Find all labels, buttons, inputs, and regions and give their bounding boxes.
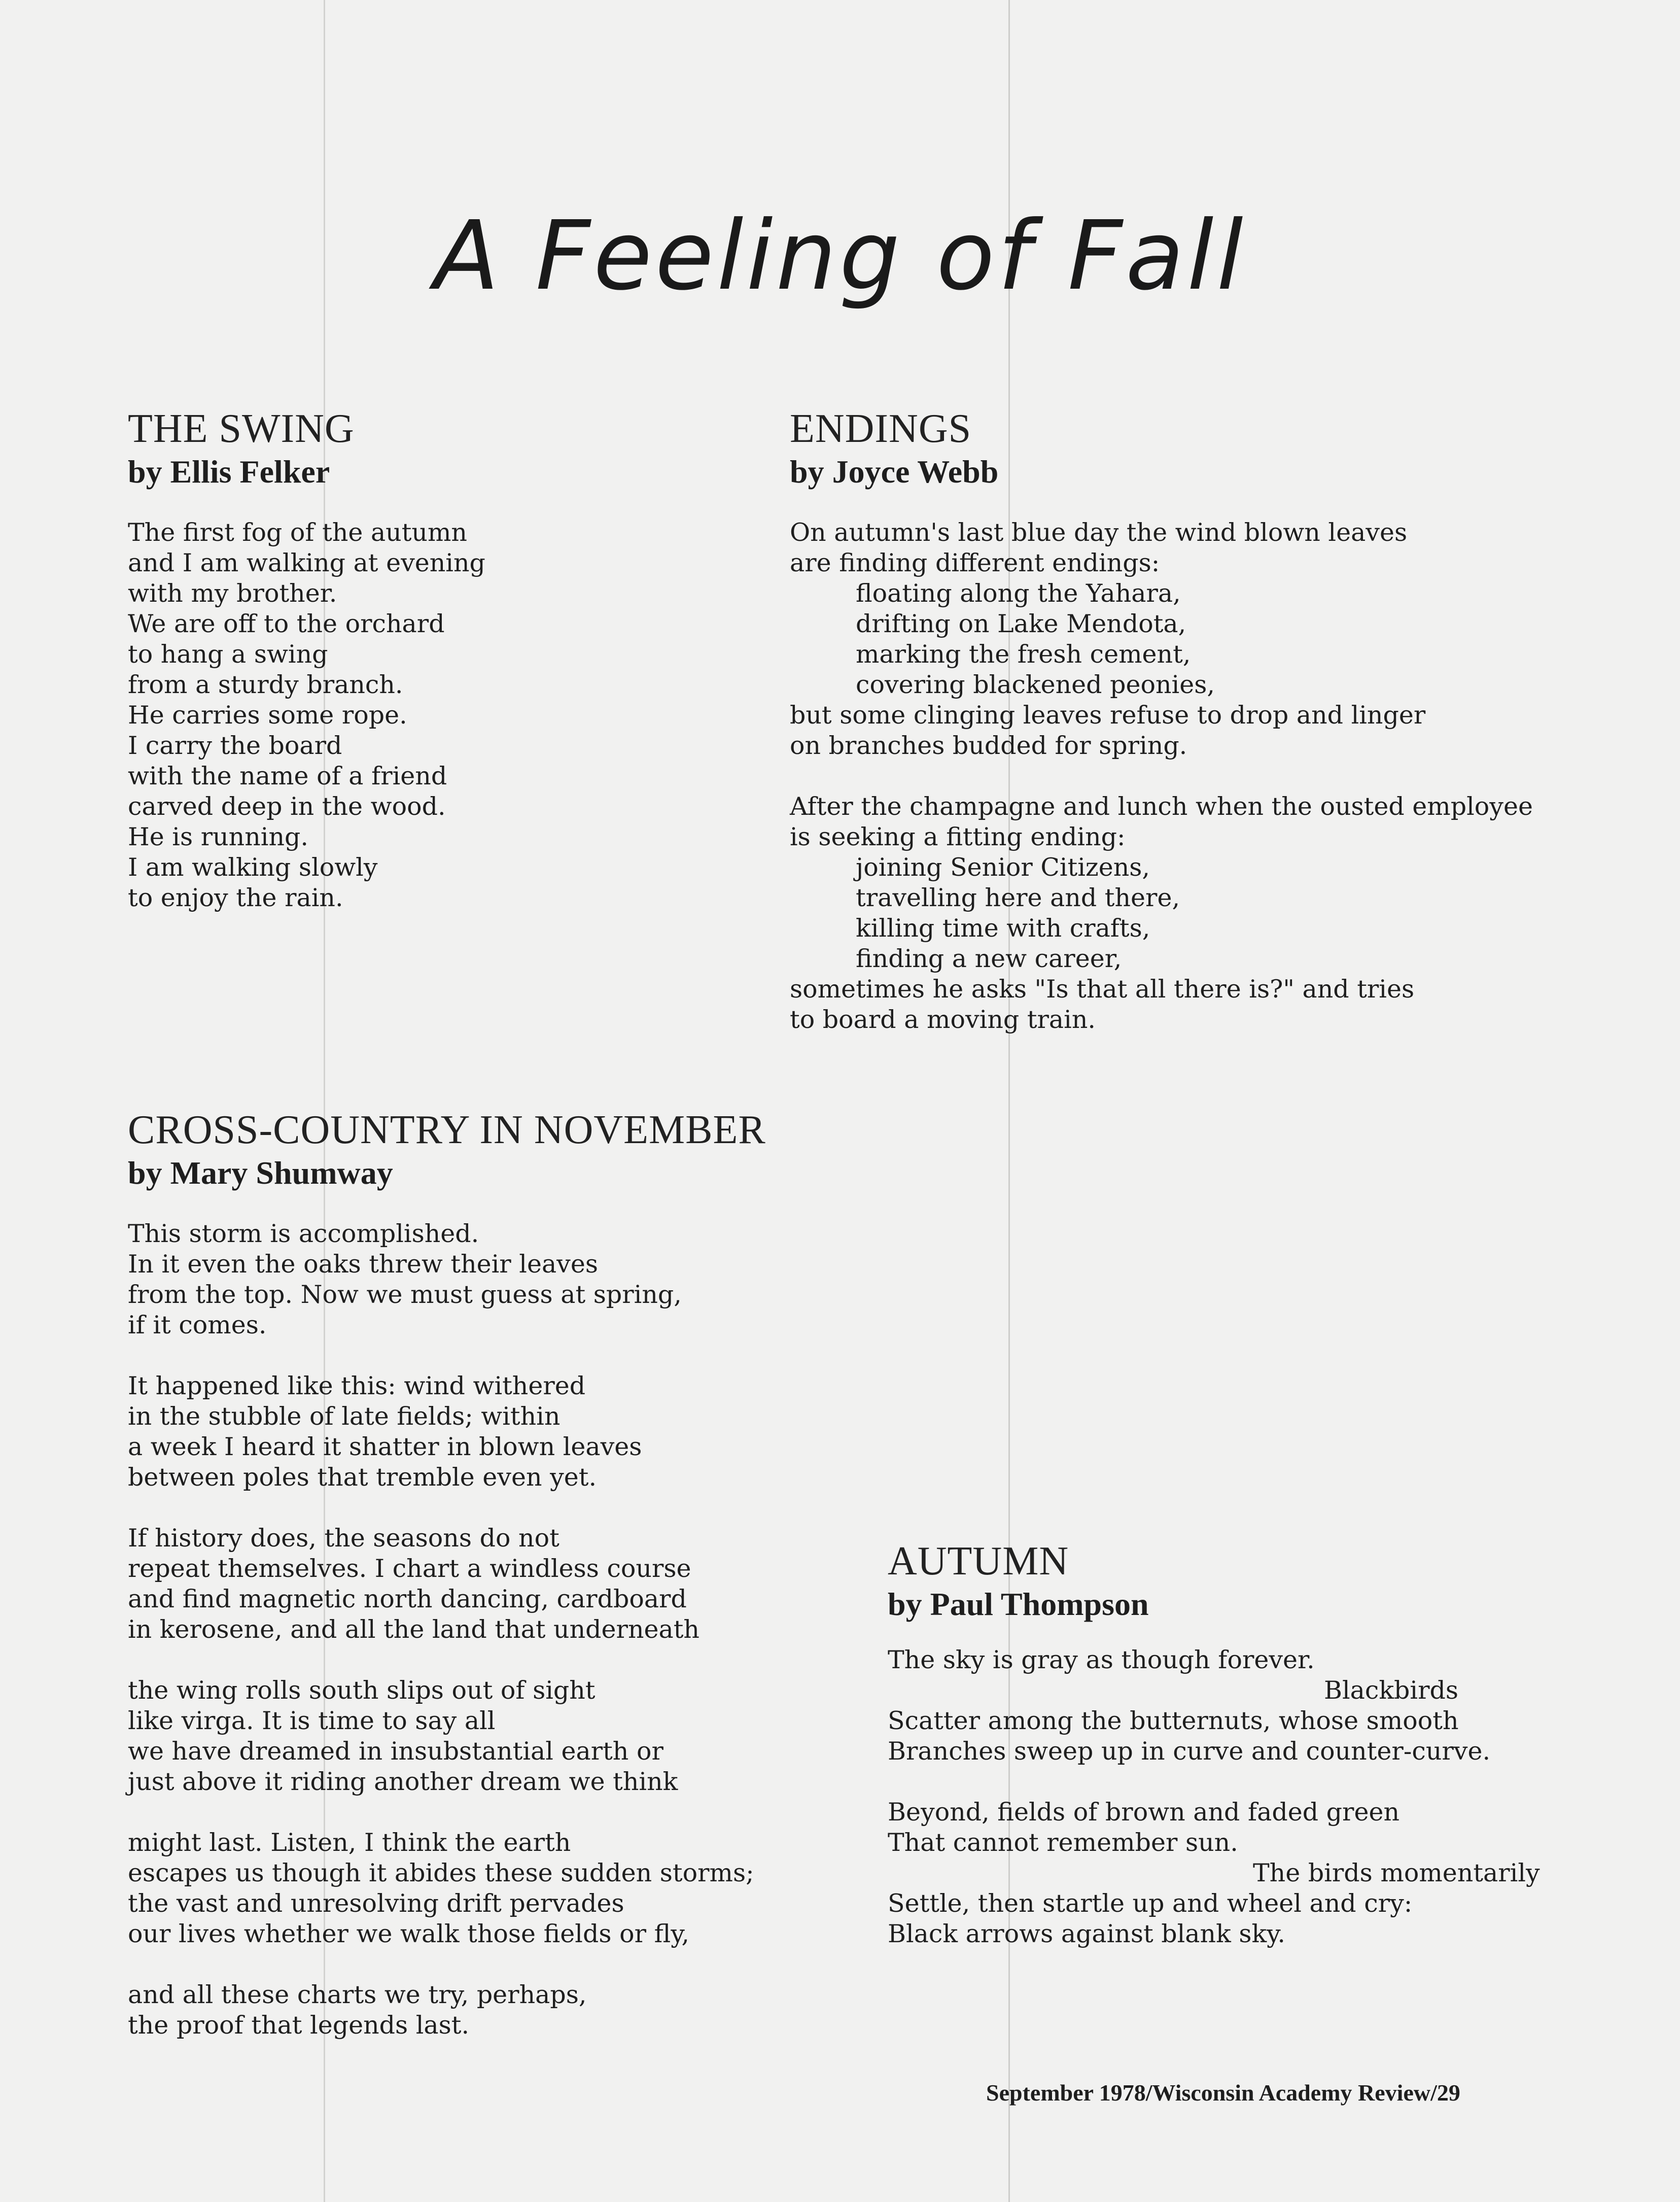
poem-line: just above it riding another dream we think bbox=[128, 1767, 678, 1796]
poem-line: between poles that tremble even yet. bbox=[128, 1463, 597, 1492]
poem-line: like virga. It is time to say all bbox=[128, 1706, 496, 1735]
poem-line: our lives whether we walk those fields or fly, bbox=[128, 1919, 689, 1948]
poem-line: sometimes he asks "Is that all there is?" and tries bbox=[790, 975, 1415, 1004]
poem-line: Beyond, fields of brown and faded green bbox=[888, 1798, 1399, 1827]
poem-line: but some clinging leaves refuse to drop and linger bbox=[790, 701, 1426, 730]
poem-endings bbox=[790, 406, 1533, 1035]
page-title: A Feeling of Fall bbox=[434, 200, 1246, 312]
poem-line: in kerosene, and all the land that underneath bbox=[128, 1615, 699, 1644]
poem-author: by Mary Shumway bbox=[128, 1155, 393, 1191]
poem-line: travelling here and there, bbox=[856, 883, 1180, 912]
poem-title: THE SWING bbox=[128, 406, 355, 451]
poem-line: The first fog of the autumn bbox=[128, 518, 467, 547]
poem-line: are finding different endings: bbox=[790, 548, 1160, 577]
poem-cross-country-in-november bbox=[128, 1107, 766, 2041]
poem-line: to enjoy the rain. bbox=[128, 883, 343, 912]
poem-line: It happened like this: wind withered bbox=[128, 1371, 586, 1400]
poem-line: Branches sweep up in curve and counter-curve. bbox=[888, 1737, 1491, 1766]
poem-line: After the champagne and lunch when the ousted employee bbox=[790, 792, 1533, 821]
poem-line: I am walking slowly bbox=[128, 853, 378, 882]
stanza bbox=[128, 1675, 766, 1797]
poem-the-swing bbox=[128, 406, 485, 913]
stanza bbox=[128, 1980, 766, 2041]
poem-line: to hang a swing bbox=[128, 640, 328, 669]
stanza bbox=[888, 1645, 1540, 1767]
poem-line: Settle, then startle up and wheel and cry: bbox=[888, 1889, 1413, 1918]
stanza bbox=[128, 1219, 766, 1340]
poem-author: by Joyce Webb bbox=[790, 454, 999, 490]
poem-line: marking the fresh cement, bbox=[856, 640, 1191, 669]
poem-line: killing time with crafts, bbox=[856, 914, 1150, 943]
poem-author: by Ellis Felker bbox=[128, 454, 330, 490]
poem-line: from the top. Now we must guess at spring, bbox=[128, 1280, 682, 1309]
poem-line: In it even the oaks threw their leaves bbox=[128, 1250, 599, 1279]
poem-title: AUTUMN bbox=[888, 1539, 1069, 1584]
stanza bbox=[128, 1828, 766, 1949]
poem-title: ENDINGS bbox=[790, 406, 972, 451]
poem-line: On autumn's last blue day the wind blown leaves bbox=[790, 518, 1408, 547]
stanza bbox=[790, 792, 1533, 1035]
poem-line: That cannot remember sun. bbox=[888, 1828, 1238, 1857]
poem-line: the wing rolls south slips out of sight bbox=[128, 1676, 596, 1705]
poem-line: to board a moving train. bbox=[790, 1005, 1096, 1034]
poem-line: This storm is accomplished. bbox=[128, 1219, 479, 1248]
poem-line: is seeking a fitting ending: bbox=[790, 822, 1126, 851]
poem-line: The birds momentarily bbox=[1253, 1859, 1540, 1887]
poem-line: in the stubble of late fields; within bbox=[128, 1402, 561, 1431]
poem-line: finding a new career, bbox=[856, 944, 1122, 973]
poem-line: we have dreamed in insubstantial earth or bbox=[128, 1737, 663, 1766]
poem-line: The sky is gray as though forever. bbox=[888, 1645, 1315, 1674]
poem-line: He is running. bbox=[128, 822, 308, 851]
stanza bbox=[790, 518, 1533, 761]
poem-line: repeat themselves. I chart a windless course bbox=[128, 1554, 691, 1583]
poem-line: with my brother. bbox=[128, 579, 337, 608]
poem-line: might last. Listen, I think the earth bbox=[128, 1828, 571, 1857]
poem-line: with the name of a friend bbox=[128, 762, 447, 790]
poem-line: floating along the Yahara, bbox=[856, 579, 1181, 608]
poem-line: on branches budded for spring. bbox=[790, 731, 1187, 760]
poem-line: a week I heard it shatter in blown leaves bbox=[128, 1432, 642, 1461]
poem-line: He carries some rope. bbox=[128, 701, 407, 730]
poem-line: Scatter among the butternuts, whose smooth bbox=[888, 1706, 1459, 1735]
poem-author: by Paul Thompson bbox=[888, 1586, 1149, 1622]
poem-line: joining Senior Citizens, bbox=[856, 853, 1150, 882]
page-footer: September 1978/Wisconsin Academy Review/29 bbox=[986, 2080, 1460, 2106]
poem-line: I carry the board bbox=[128, 731, 342, 760]
stanza bbox=[128, 1371, 766, 1493]
poem-line: the vast and unresolving drift pervades bbox=[128, 1889, 624, 1918]
poem-line: We are off to the orchard bbox=[128, 609, 445, 638]
poem-line: if it comes. bbox=[128, 1311, 267, 1339]
poem-line: Blackbirds bbox=[1324, 1676, 1459, 1705]
poem-line: and find magnetic north dancing, cardboard bbox=[128, 1585, 687, 1613]
poem-line: from a sturdy branch. bbox=[128, 670, 403, 699]
stanza bbox=[128, 1523, 766, 1645]
poem-line: the proof that legends last. bbox=[128, 2011, 470, 2040]
poem-line: drifting on Lake Mendota, bbox=[856, 609, 1186, 638]
poem-line: If history does, the seasons do not bbox=[128, 1524, 559, 1553]
poem-line: carved deep in the wood. bbox=[128, 792, 446, 821]
poem-line: and I am walking at evening bbox=[128, 548, 485, 577]
poem-line: escapes us though it abides these sudden storms; bbox=[128, 1859, 754, 1887]
poem-line: covering blackened peonies, bbox=[856, 670, 1215, 699]
poem-line: and all these charts we try, perhaps, bbox=[128, 1980, 587, 2009]
poem-autumn bbox=[888, 1538, 1540, 1949]
stanza bbox=[888, 1797, 1540, 1949]
poem-line: Black arrows against blank sky. bbox=[888, 1919, 1285, 1948]
stanza bbox=[128, 518, 485, 913]
poem-title: CROSS-COUNTRY IN NOVEMBER bbox=[128, 1108, 766, 1152]
